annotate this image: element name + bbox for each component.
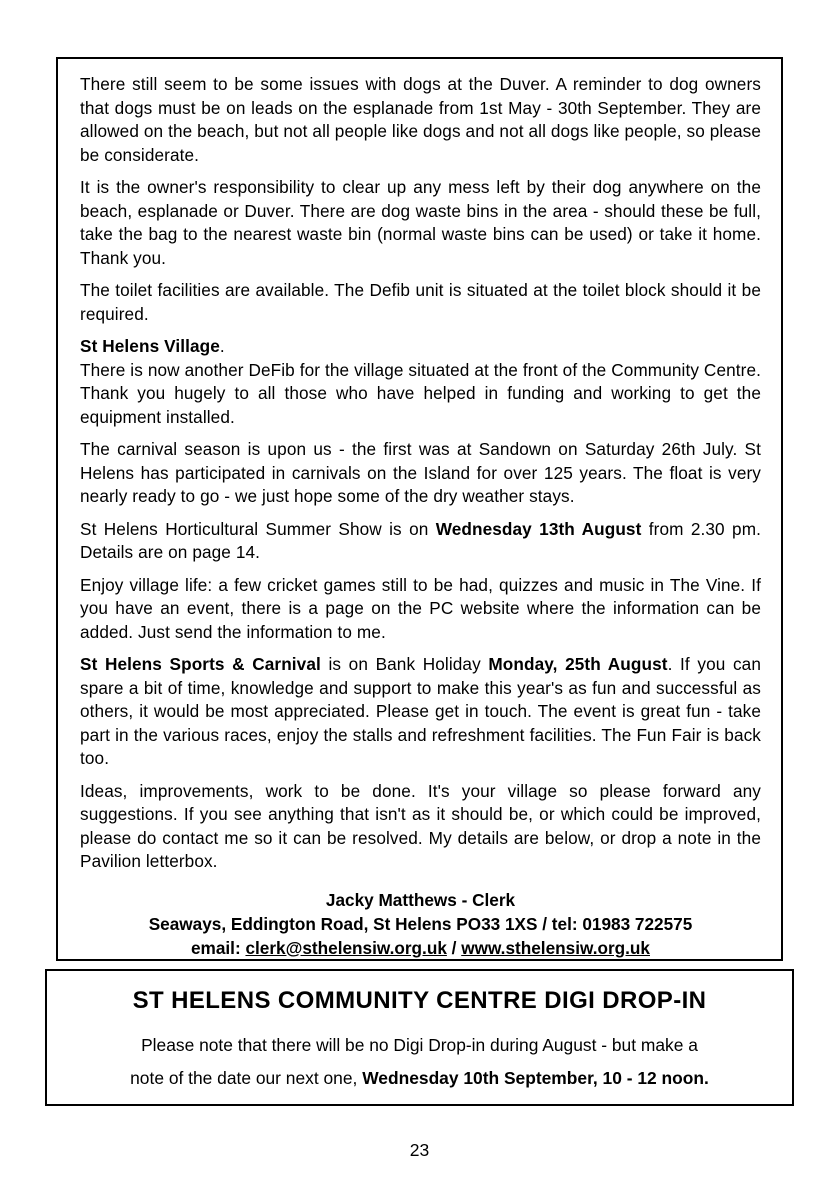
notice-body-highlight: Wednesday 10th September, 10 - 12 noon. xyxy=(362,1068,709,1088)
paragraph-text: The toilet facilities are available. The Defib unit is situated at the toilet block should it be required. xyxy=(80,280,761,324)
paragraph xyxy=(80,359,761,430)
website-link[interactable]: www.sthelensiw.org.uk xyxy=(461,937,650,958)
paragraph xyxy=(80,279,761,326)
paragraph xyxy=(80,518,761,565)
paragraph-text-cont: from 2.30 pm. Details are on page 14. xyxy=(80,518,761,562)
notice-body-line2-prefix: note of the date our next one, xyxy=(130,1068,363,1088)
paragraph-text: Ideas, improvements, work to be done. It's your village so please forward any suggestions. If you see anything that isn't as it should be, or which could be improved, please do contact me so it can be resolved. My details are below, or drop a note in the Pavilion letterbox. xyxy=(80,780,761,871)
email-label: email: xyxy=(191,937,246,958)
paragraph xyxy=(80,653,761,771)
paragraph xyxy=(80,574,761,645)
section-heading-text: St Helens Village xyxy=(80,336,220,356)
signature-name: Jacky Matthews - Clerk xyxy=(325,889,516,910)
paragraph-text: There is now another DeFib for the village situated at the front of the Community Centre. Thank you hugely to all those who have helped in funding and working to get the equipment installed. xyxy=(80,359,761,427)
paragraph xyxy=(80,780,761,874)
page-number: 23 xyxy=(409,1140,430,1160)
notice-body xyxy=(65,1029,774,1095)
signature-block xyxy=(80,888,761,960)
paragraph-text: St Helens Horticultural Summer Show is on xyxy=(80,518,436,539)
email-link[interactable]: clerk@sthelensiw.org.uk xyxy=(245,937,447,958)
paragraph-text: Enjoy village life: a few cricket games still to be had, quizzes and music in The Vine. If you have an event, there is a page on the PC website where the information can be added. Just send the information to me. xyxy=(80,574,761,642)
paragraph-text: There still seem to be some issues with dogs at the Duver. A reminder to dog owners that dogs must be on leads on the esplanade from 1st May - 30th September. They are allowed on the beach, but not all people like dogs and not all dogs like people, so please be considerate. xyxy=(80,74,761,165)
paragraph xyxy=(80,176,761,270)
paragraph-text: is on Bank Holiday xyxy=(320,654,489,674)
paragraph xyxy=(80,73,761,167)
signature-address: Seaways, Eddington Road, St Helens PO33 1XS / tel: 01983 722575 xyxy=(148,913,693,934)
section-heading-st-helens-village xyxy=(80,335,761,359)
digi-drop-in-notice-box xyxy=(45,969,794,1106)
signature-contact-line xyxy=(80,936,761,960)
emphasis-date: Monday, 25th August xyxy=(488,654,668,674)
paragraph-text: It is the owner's responsibility to clear up any mess left by their dog anywhere on the beach, esplanade or Duver. There are dog waste bins in the area - should these be full, take the bag to the nearest waste bin (normal waste bins can be used) or take it home. Thank you. xyxy=(80,177,761,268)
paragraph-text: The carnival season is upon us - the first was at Sandown on Saturday 26th July. St Helens has participated in carnivals on the Island for over 125 years. The float is very nearly ready to go - we just hope some of the dry weather stays. xyxy=(80,439,761,506)
notice-title: ST HELENS COMMUNITY CENTRE DIGI DROP-IN xyxy=(132,987,707,1014)
notice-body-line1: Please note that there will be no Digi Drop-in during August - but make a xyxy=(141,1035,698,1055)
main-article-box xyxy=(56,57,783,961)
section-heading-period: . xyxy=(219,336,225,356)
contact-separator: / xyxy=(446,937,462,958)
paragraph-text-cont: . If you can spare a bit of time, knowledge and support to make this year's as fun and successful as others, it would be most appreciated. Please get in touch. The event is great fun - take part in the various races, enjoy the stalls and refreshment facilities. The Fun Fair is back too. xyxy=(80,654,761,768)
emphasis-date: Wednesday 13th August xyxy=(435,518,642,539)
emphasis-event-name: St Helens Sports & Carnival xyxy=(80,654,321,674)
paragraph xyxy=(80,438,761,509)
